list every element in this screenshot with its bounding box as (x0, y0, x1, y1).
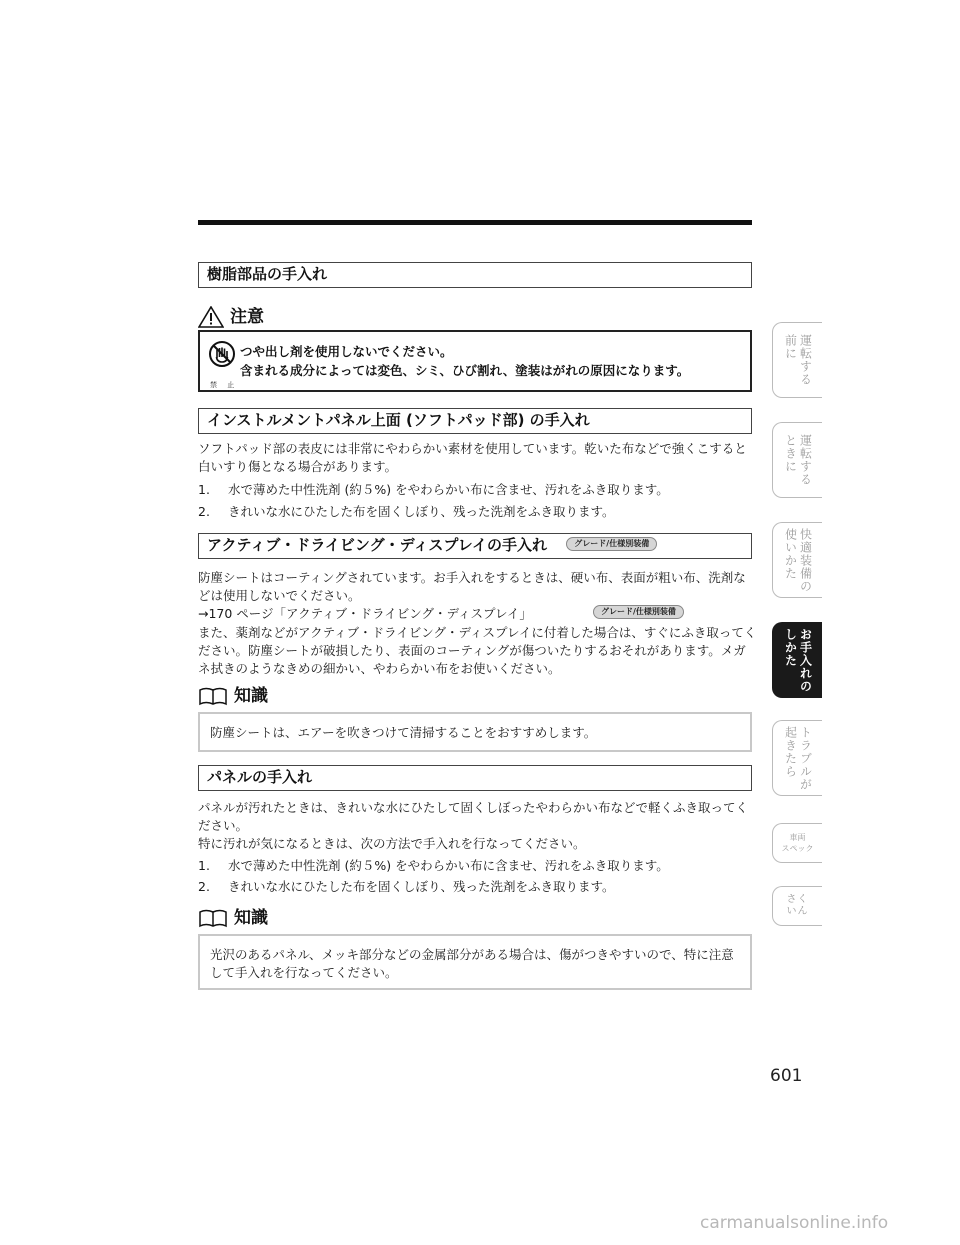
step-text: きれいな水にひたした布を固くしぼり、残った洗剤をふき取ります。 (228, 879, 615, 894)
side-tab-troubles[interactable] (772, 720, 822, 796)
knowledge-heading-1 (198, 684, 268, 708)
instrument-step-2 (198, 503, 758, 521)
knowledge-heading-2 (198, 906, 268, 930)
section-heading-panel (198, 765, 752, 791)
panel-step-1 (198, 857, 758, 875)
side-tab-label: 運転する 前に (783, 334, 813, 386)
watermark: carmanualsonline.info (700, 1213, 889, 1233)
grade-badge: グレード/仕様別装備 (593, 605, 684, 619)
step-number: 1. (198, 858, 210, 873)
caution-line-1: つや出し剤を使用しないでください。 (240, 344, 453, 359)
side-tab-maintenance[interactable] (772, 622, 822, 698)
side-tab-index[interactable] (772, 886, 822, 926)
side-tab-while-driving[interactable] (772, 422, 822, 498)
caution-text (240, 342, 689, 380)
panel-paragraph: パネルが汚れたときは、きれいな水にひたして固くしぼったやわらかい布などで軽くふき取ってください。 特に汚れが気になるときは、次の方法で手入れを行なってください。 (198, 800, 749, 851)
panel-step-2 (198, 878, 758, 896)
active-paragraph-2: また、薬剤などがアクティブ・ドライビング・ディスプレイに付着した場合は、すぐにふき取ってください。防塵シートが破損したり、表面のコーティングが傷ついたりするおそれがあります。メガネ拭きのようなきめの細かい、やわらかい布をお使いください。 (198, 625, 757, 676)
instrument-paragraph: ソフトパッド部の表皮には非常にやわらかい素材を使用しています。乾いた布などで強くこすると白いすり傷となる場合があります。 (198, 441, 747, 474)
side-tab-label: 運転する ときに (783, 434, 813, 486)
prohibit-mark (208, 340, 239, 389)
top-rule (198, 220, 752, 225)
side-tab-label: さく いん (786, 894, 809, 917)
knowledge-title: 知識 (234, 908, 268, 928)
side-tab-label: お手入れの しかた (783, 627, 813, 693)
warning-triangle-icon (198, 306, 224, 328)
knowledge-title: 知識 (234, 686, 268, 706)
side-tab-comfort-features[interactable] (772, 522, 822, 598)
caution-heading (198, 305, 264, 329)
section-title: 樹脂部品の手入れ (207, 265, 328, 283)
section-title: アクティブ・ドライビング・ディスプレイの手入れ (207, 536, 548, 554)
step-number: 2. (198, 879, 210, 894)
step-text: 水で薄めた中性洗剤 (約５%) をやわらかい布に含ませ、汚れをふき取ります。 (228, 858, 669, 873)
side-tab-label: 車両 スペック (781, 833, 814, 853)
section-title: パネルの手入れ (207, 768, 313, 786)
instrument-step-1 (198, 481, 758, 499)
side-tab-before-driving[interactable] (772, 322, 822, 398)
step-number: 1. (198, 482, 210, 497)
side-tab-label: 快適装備の 使いかた (783, 527, 813, 593)
section-heading-instrument (198, 408, 752, 434)
knowledge-box-1: 防塵シートは、エアーを吹きつけて清掃することをおすすめします。 (198, 712, 752, 752)
book-icon (198, 686, 228, 706)
caution-title: 注意 (230, 307, 264, 327)
section-title: インストルメントパネル上面 (ソフトパッド部) の手入れ (207, 411, 590, 429)
caution-line-2: 含まれる成分によっては変色、シミ、ひび割れ、塗装はがれの原因になります。 (240, 363, 690, 378)
grade-badge: グレード/仕様別装備 (566, 537, 657, 551)
section-heading-resin (198, 262, 752, 288)
page-number: 601 (770, 1066, 803, 1086)
knowledge-box-2: 光沢のあるパネル、メッキ部分などの金属部分がある場合は、傷がつきやすいので、特に注意して手入れを行なってください。 (198, 934, 752, 990)
step-text: 水で薄めた中性洗剤 (約５%) をやわらかい布に含ませ、汚れをふき取ります。 (228, 482, 669, 497)
step-number: 2. (198, 504, 210, 519)
side-tab-label: トラブルが 起きたら (783, 725, 813, 791)
page-reference-link[interactable]: →170 ページ「アクティブ・ドライビング・ディスプレイ」 (198, 606, 532, 621)
step-text: きれいな水にひたした布を固くしぼり、残った洗剤をふき取ります。 (228, 504, 615, 519)
book-icon (198, 908, 228, 928)
prohibit-hand-icon (208, 340, 236, 370)
side-tab-specs[interactable] (772, 823, 822, 863)
prohibit-label: 禁 止 (210, 381, 239, 389)
section-heading-active-display (198, 533, 752, 559)
caution-box (198, 330, 752, 392)
active-paragraph-1: 防塵シートはコーティングされています。お手入れをするときは、硬い布、表面が粗い布、洗剤などは使用しないでください。 (198, 570, 746, 603)
